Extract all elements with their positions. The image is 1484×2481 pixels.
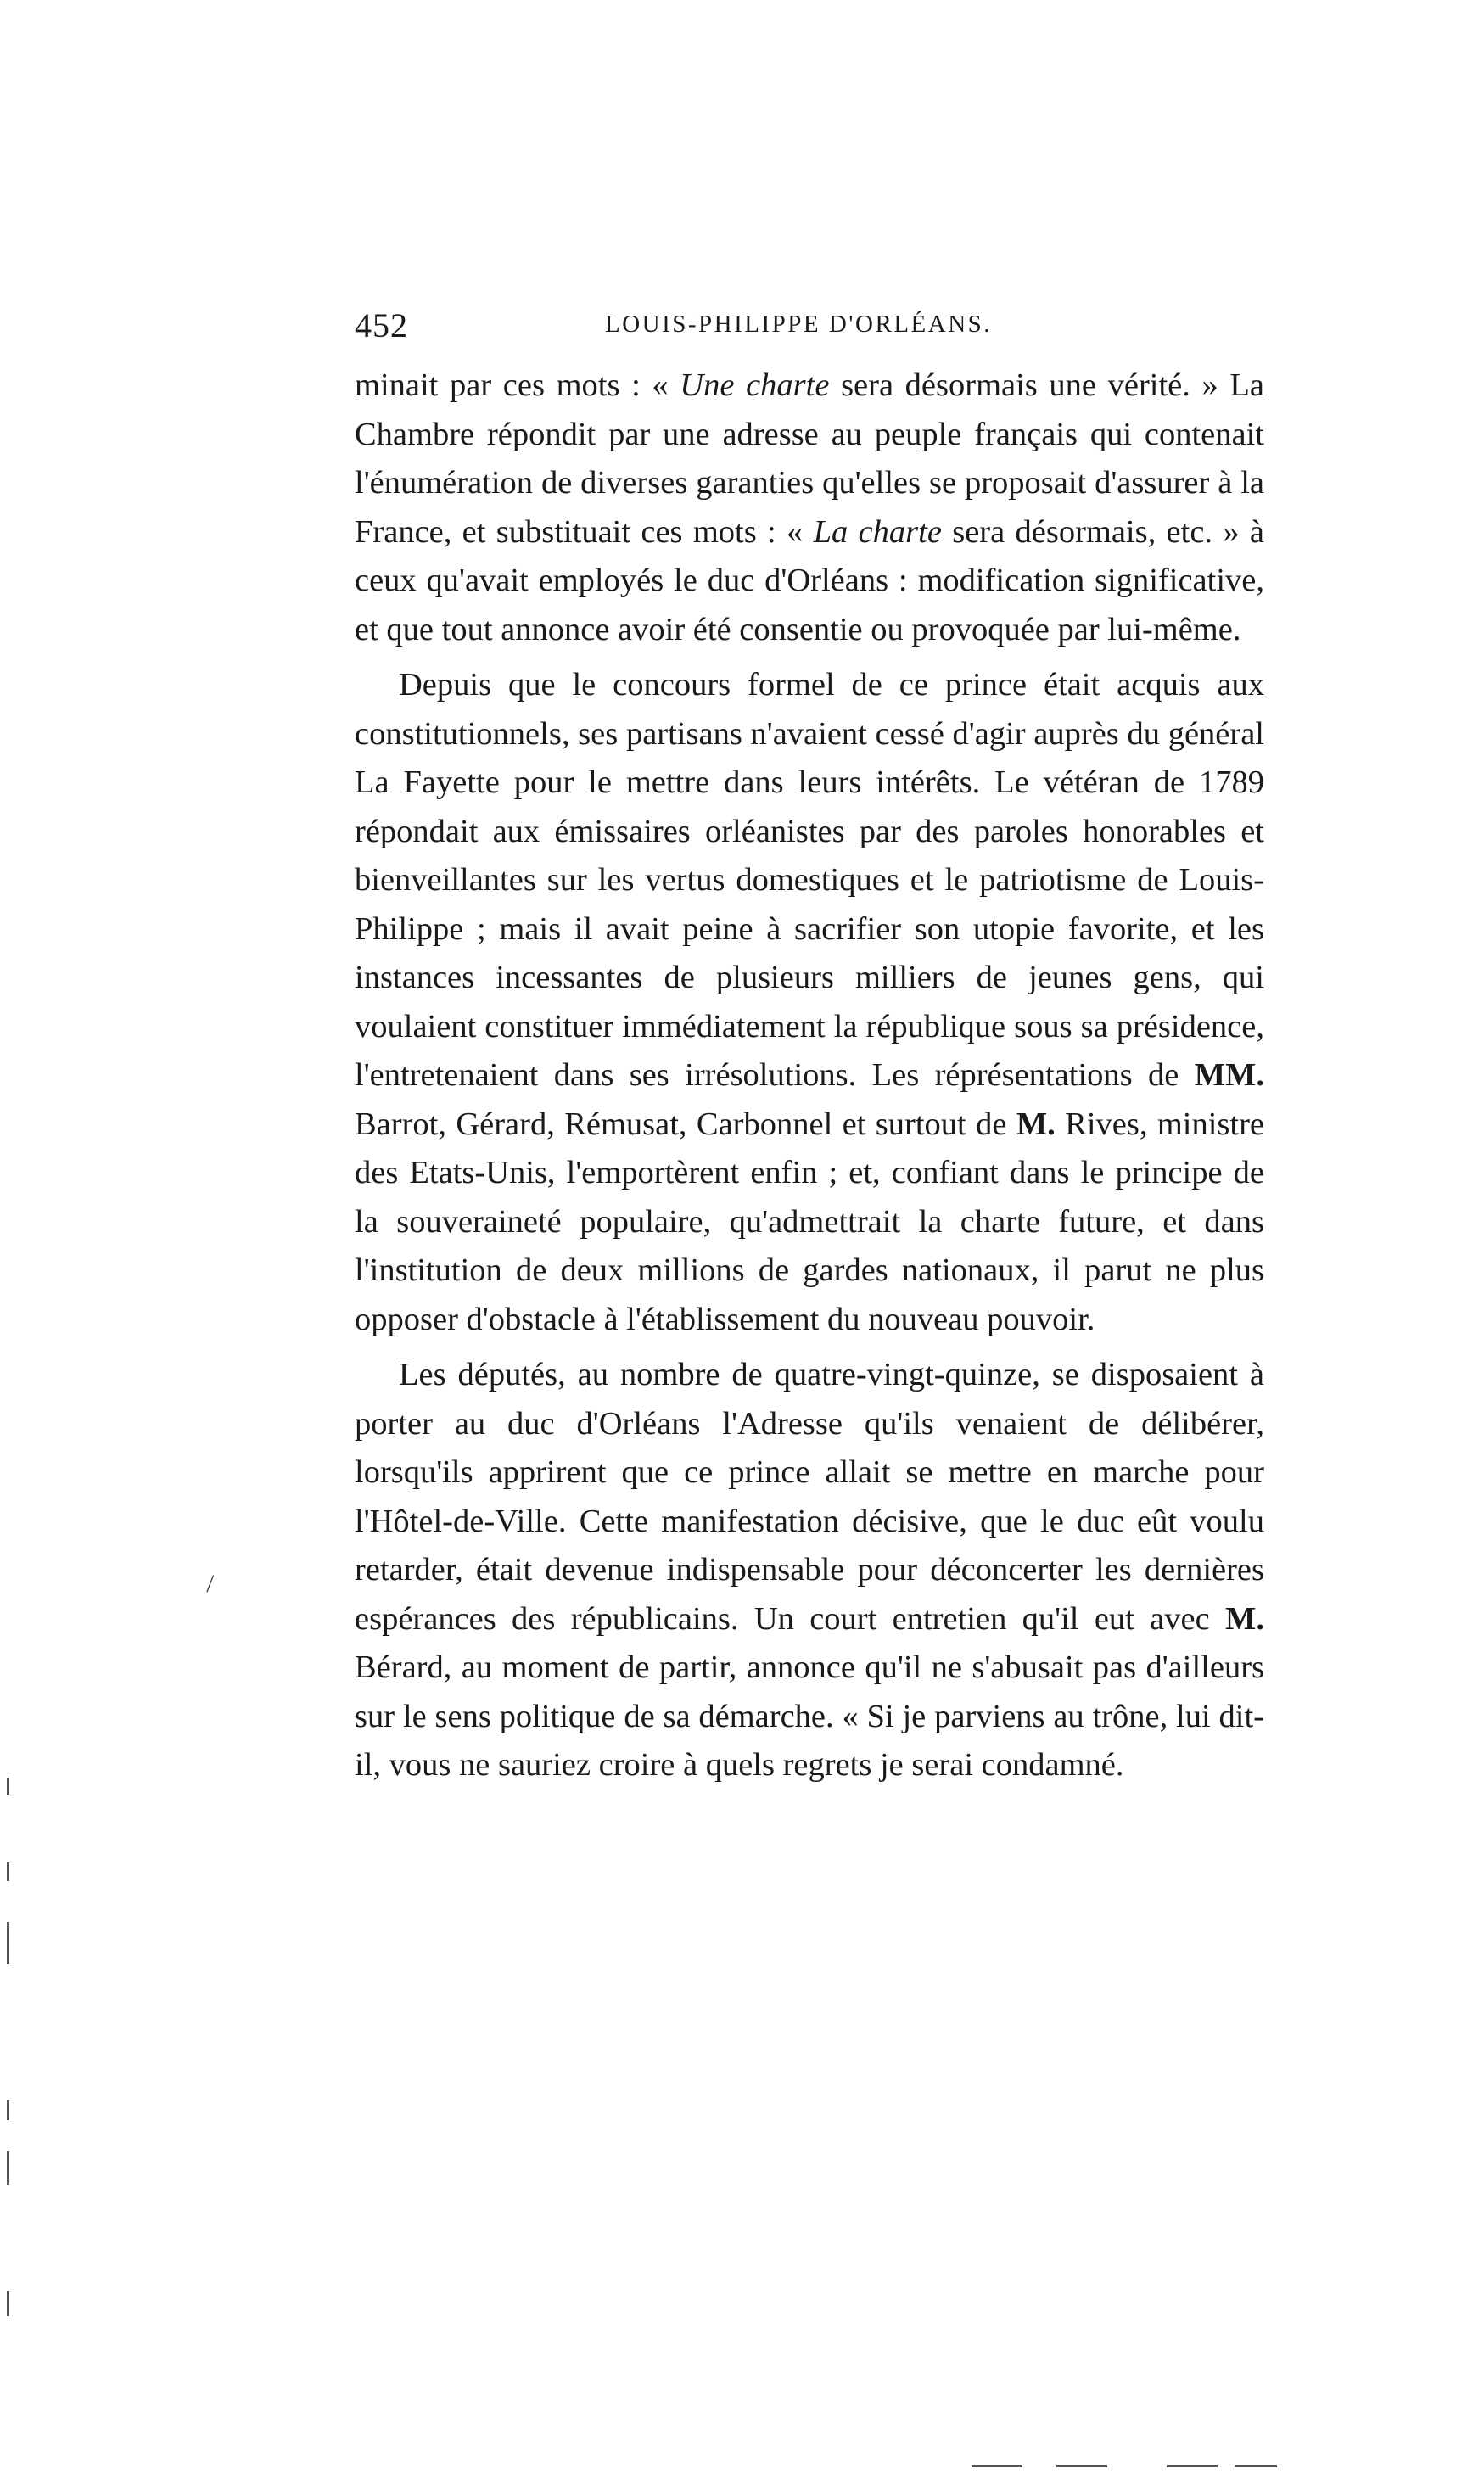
text-run: minait par ces mots : «	[355, 367, 680, 403]
text-run: Rives, ministre des Etats-Unis, l'emportèrent enfin ; et, confiant dans le principe de la souveraineté populaire, qu'admettrait la charte future, et dans l'institution de deux millions de gardes nationaux, il parut ne plus opposer d'obstacle à l'établissement du nouveau pouvoir.	[355, 1106, 1265, 1337]
text-run: La charte	[813, 513, 942, 550]
margin-mark	[7, 1862, 9, 1881]
margin-mark	[7, 2291, 9, 2316]
margin-mark	[7, 2100, 9, 2120]
bottom-rule	[1167, 2465, 1218, 2467]
text-run: Barrot, Gérard, Rémusat, Carbonnel et surtout de	[355, 1106, 1016, 1142]
paragraph-1	[355, 361, 1264, 654]
text-run: M.	[1225, 1600, 1264, 1637]
text-run: M.	[1016, 1106, 1056, 1142]
text-run: Les députés, au nombre de quatre-vingt-quinze, se disposaient à porter au duc d'Orléans l'Adresse qu'ils venaient de délibérer, lorsqu'ils apprirent que ce prince allait se mettre en marche pour l'Hôtel-de-Ville. Cette manifestation décisive, que le duc eût voulu retarder, était devenue indispensable pour déconcerter les dernières espérances des républicains. Un court entretien qu'il eut avec	[355, 1357, 1264, 1637]
margin-mark	[7, 1778, 9, 1795]
margin-mark	[7, 2151, 9, 2185]
bottom-rule	[1056, 2465, 1107, 2467]
text-run: sera désormais une vérité. » La Chambre répondit par une adresse au peuple français qui contenait l'énumération de diverses garanties qu'elles se proposait d'assurer à la France, et substituait ces mots : «	[355, 367, 1265, 550]
paragraph-2	[355, 661, 1264, 1344]
page-number: 452	[355, 306, 408, 344]
paragraph-3	[355, 1351, 1264, 1790]
text-run: Une charte	[680, 367, 830, 403]
body-text	[355, 361, 1264, 1790]
text-run: sera désormais, etc. » à ceux qu'avait employés le duc d'Orléans : modification significative, et que tout annonce avoir été consentie ou provoquée par lui-même.	[355, 513, 1264, 647]
bottom-rule	[972, 2465, 1022, 2467]
running-head	[355, 305, 1288, 356]
text-run: Bérard, au moment de partir, annonce qu'il ne s'abusait pas d'ailleurs sur le sens politique de sa démarche. « Si je parviens au trône, lui dit-il, vous ne sauriez croire à quels regrets je serai condamné.	[355, 1649, 1264, 1783]
running-title: LOUIS-PHILIPPE D'ORLÉANS.	[605, 311, 993, 338]
stray-mark: \	[198, 1571, 222, 1597]
margin-mark	[7, 1922, 9, 1964]
text-run: Depuis que le concours formel de ce prince était acquis aux constitutionnels, ses partisans n'avaient cessé d'agir auprès du général La Fayette pour le mettre dans leurs intérêts. Le vétéran de 1789 répondait aux émissaires orléanistes par des paroles honorables et bienveillantes sur les vertus domestiques et le patriotisme de Louis-Philippe ; mais il avait peine à sacrifier son utopie favorite, et les instances incessantes de plusieurs milliers de jeunes gens, qui voulaient constituer immédiatement la république sous sa présidence, l'entretenaient dans ses irrésolutions. Les réprésentations de	[355, 667, 1264, 1093]
bottom-rule	[1235, 2465, 1277, 2467]
text-run: MM.	[1194, 1057, 1264, 1093]
